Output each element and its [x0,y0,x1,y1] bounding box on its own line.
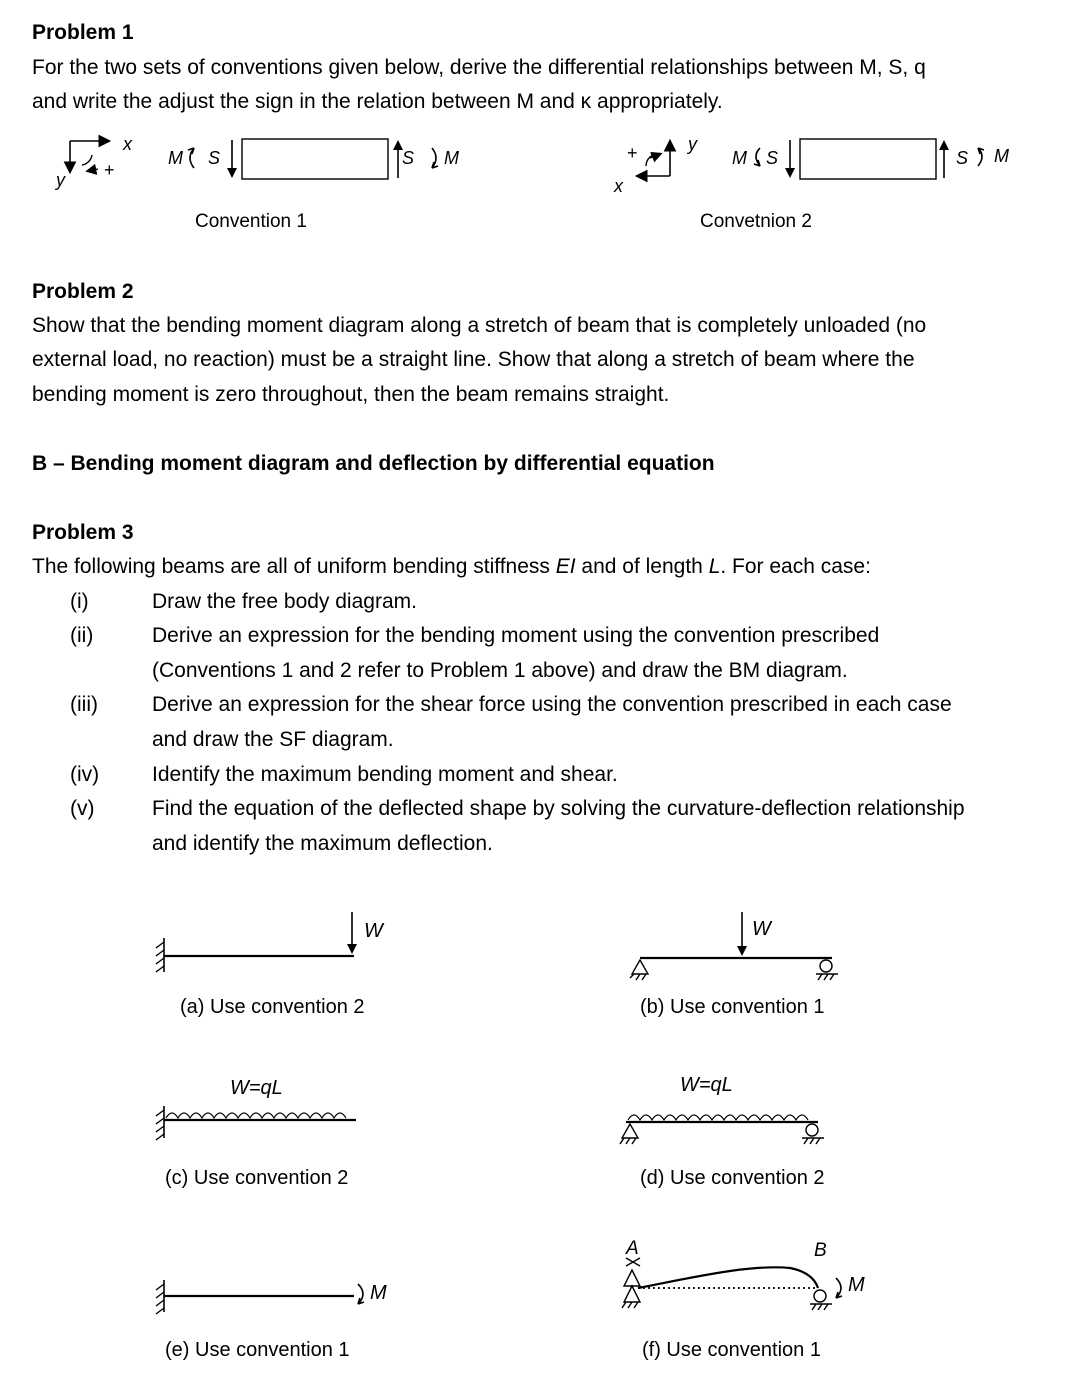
figure-f-moment-label: M [848,1274,865,1296]
figure-d-load-label: W=qL [680,1074,733,1096]
problem3-item-text: Derive an expression for the bending moment using the convention prescribed [152,624,880,647]
problem3-item-num: (ii) [70,624,94,647]
problem3-item-num: (iii) [70,693,98,716]
convention2-moment-right-icon [974,144,988,170]
problem2-title: Problem 2 [32,280,134,303]
problem3-title: Problem 3 [32,521,134,544]
convention1-plus-label: + [104,160,115,180]
convention2-moment-right-label: M [994,146,1009,166]
convention2-label: Convetnion 2 [700,211,812,232]
convention2-moment-left-icon [750,144,764,170]
section-b-title: B – Bending moment diagram and deflection by differential equation [32,452,715,475]
convention2-plus-label: + [627,143,638,163]
problem3-item-text: Identify the maximum bending moment and shear. [152,763,618,786]
convention2-y-label: y [688,134,697,154]
figure-c-load-label: W=qL [230,1077,283,1099]
convention1-y-label: y [56,170,65,190]
convention1-shear-right-label: S [402,148,415,168]
convention1-element [222,136,415,182]
figure-a-caption: (a) Use convention 2 [180,996,365,1018]
convention2-shear-right-label: S [956,148,969,168]
convention1-axes-icon [58,133,128,193]
problem3-item-num: (iv) [70,763,100,786]
figure-e-caption: (e) Use convention 1 [165,1339,350,1361]
figure-c-beam [150,1100,370,1144]
problem3-item-text: and identify the maximum deflection. [152,832,493,855]
convention1-x-label: x [123,134,132,154]
problem3-item-text: (Conventions 1 and 2 refer to Problem 1 above) and draw the BM diagram. [152,659,848,682]
figure-d-caption: (d) Use convention 2 [640,1167,825,1189]
figure-f-caption: (f) Use convention 1 [642,1339,821,1361]
figure-e-moment-label: M [370,1282,387,1304]
convention1-shear-left-label: S [208,148,221,168]
figure-a-beam [150,908,370,978]
figure-e-beam [150,1278,380,1318]
convention1-moment-left-label: M [168,148,183,168]
problem1-text-line1: For the two sets of conventions given below, derive the differential relationships between M, S, q [32,56,926,79]
figure-b-load-label: W [752,918,771,940]
problem2-text-line2: external load, no reaction) must be a straight line. Show that along a stretch of beam where the [32,348,915,371]
figure-f-beam [610,1250,870,1320]
problem3-item-text: Derive an expression for the shear force using the convention prescribed in each case [152,693,952,716]
convention2-x-label: x [614,176,623,196]
problem2-text-line3: bending moment is zero throughout, then the beam remains straight. [32,383,670,406]
problem3-item-text: Find the equation of the deflected shape by solving the curvature-deflection relationship [152,797,965,820]
problem3-item-num: (v) [70,797,95,820]
figure-a-load-label: W [364,920,383,942]
convention2-element [780,136,960,182]
convention1-moment-right-label: M [444,148,459,168]
figure-f-point-a-label: A [626,1238,639,1259]
figure-d-beam [612,1100,842,1156]
figure-c-caption: (c) Use convention 2 [165,1167,349,1189]
problem3-item-text: Draw the free body diagram. [152,590,417,613]
problem3-item-num: (i) [70,590,89,613]
problem3-intro: The following beams are all of uniform bending stiffness EI and of length L. For each case: [32,555,871,578]
problem3-item-text: and draw the SF diagram. [152,728,394,751]
figure-f-point-b-label: B [814,1240,827,1261]
figure-b-beam [626,908,856,984]
convention1-moment-left-icon [184,146,198,172]
figure-b-caption: (b) Use convention 1 [640,996,825,1018]
convention2-shear-left-label: S [766,148,779,168]
problem2-text-line1: Show that the bending moment diagram along a stretch of beam that is completely unloaded (no [32,314,927,337]
problem1-title: Problem 1 [32,21,134,44]
convention1-label: Convention 1 [195,211,307,232]
convention2-moment-left-label: M [732,148,747,168]
problem1-text-line2: and write the adjust the sign in the relation between M and κ appropriately. [32,90,723,113]
convention1-moment-right-icon [428,146,442,172]
